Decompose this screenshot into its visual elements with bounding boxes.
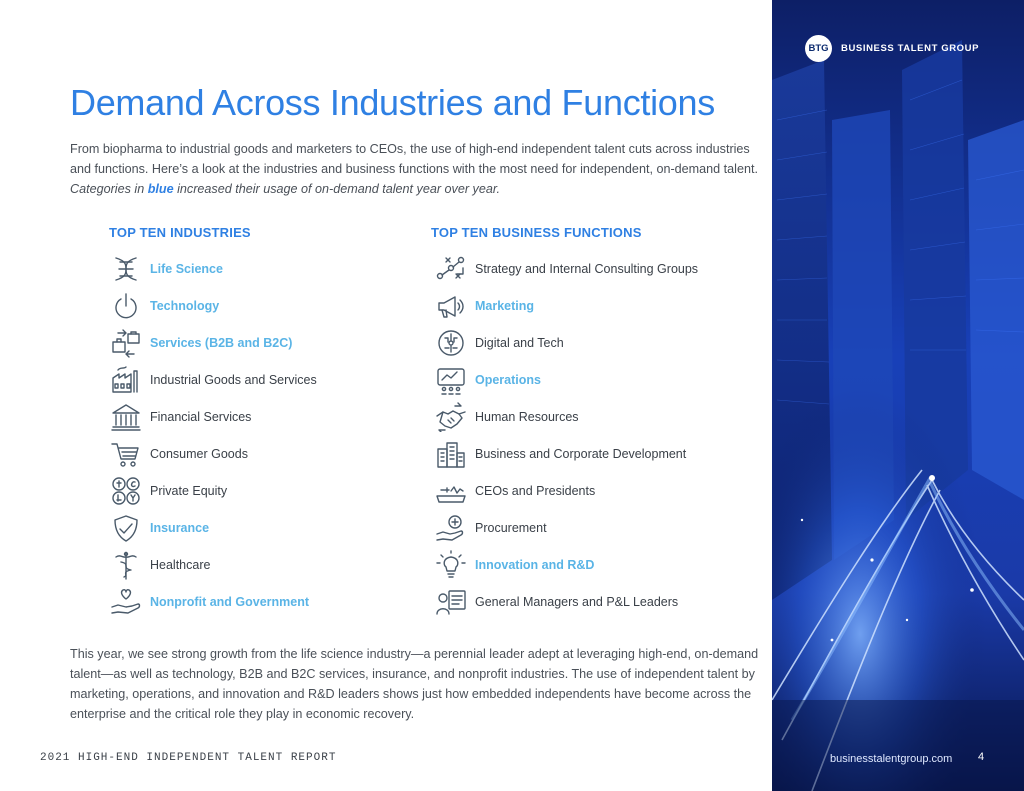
function-label: CEOs and Presidents (475, 484, 596, 498)
industry-item (110, 287, 410, 324)
function-item (435, 583, 755, 620)
caduceus-icon (110, 550, 142, 580)
industry-label: Technology (150, 299, 220, 313)
manager-icon (435, 587, 467, 617)
function-item (435, 472, 755, 509)
logo-badge: BTG (805, 35, 832, 62)
industry-label: Industrial Goods and Services (150, 373, 317, 387)
industry-label: Healthcare (150, 558, 211, 572)
function-label: Marketing (475, 299, 535, 313)
function-label: Human Resources (475, 410, 579, 424)
function-label: General Managers and P&L Leaders (475, 595, 679, 609)
industry-item (110, 583, 410, 620)
factory-icon (110, 365, 142, 395)
handshake-icon (435, 402, 467, 432)
strategy-icon (435, 254, 467, 284)
cart-icon (110, 439, 142, 469)
industry-item (110, 398, 410, 435)
function-label: Digital and Tech (475, 336, 564, 350)
megaphone-icon (435, 291, 467, 321)
circuit-icon (435, 328, 467, 358)
function-item (435, 398, 755, 435)
website-link[interactable]: businesstalentgroup.com (830, 753, 953, 765)
power-icon (110, 291, 142, 321)
btg-logo (805, 35, 979, 62)
industry-label: Insurance (150, 521, 210, 535)
functions-heading: TOP TEN BUSINESS FUNCTIONS (431, 225, 642, 240)
industry-label: Life Science (150, 262, 223, 276)
currency-icon (110, 476, 142, 506)
nameplate-icon (435, 476, 467, 506)
intro-note-after: increased their usage of on-demand talent year over year. (173, 182, 501, 196)
hand-plus-icon (435, 513, 467, 543)
function-label: Operations (475, 373, 541, 387)
dna-icon (110, 254, 142, 284)
industry-label: Consumer Goods (150, 447, 248, 461)
industry-label: Services (B2B and B2C) (150, 336, 293, 350)
intro-paragraph (70, 139, 760, 199)
function-item (435, 287, 755, 324)
city-night-photo (772, 0, 1024, 791)
industry-item (110, 546, 410, 583)
shield-icon (110, 513, 142, 543)
services-icon (110, 328, 142, 358)
outro-paragraph: This year, we see strong growth from the life science industry—a perennial leader adept at leveraging high-end, on-demand talent—as well as technology, B2B and B2C services, insurance, and nonprofit industries. The use of independent talent by marketing, operations, and innovation and R&D leaders shows just how embedded independents have become across the enterprise and the critical role they play in economic recovery. (70, 647, 759, 721)
industry-item (110, 435, 410, 472)
function-label: Procurement (475, 521, 547, 535)
industry-label: Private Equity (150, 484, 228, 498)
function-label: Business and Corporate Development (475, 447, 687, 461)
report-name: 2021 HIGH-END INDEPENDENT TALENT REPORT (40, 752, 337, 764)
operations-icon (435, 365, 467, 395)
function-label: Strategy and Internal Consulting Groups (475, 262, 699, 276)
intro-note (70, 182, 500, 196)
function-label: Innovation and R&D (475, 558, 595, 572)
industry-item (110, 361, 410, 398)
logo-text: BUSINESS TALENT GROUP (841, 43, 980, 54)
industry-item (110, 509, 410, 546)
function-item (435, 509, 755, 546)
bank-icon (110, 402, 142, 432)
industry-label: Financial Services (150, 410, 252, 424)
function-item (435, 546, 755, 583)
industry-item (110, 324, 410, 361)
industry-item (110, 472, 410, 509)
intro-note-before: Categories in (70, 182, 148, 196)
page-title: Demand Across Industries and Functions (70, 82, 715, 123)
industry-label: Nonprofit and Government (150, 595, 310, 609)
functions-list (435, 250, 755, 620)
city-night-photo-art (772, 0, 1024, 791)
intro-text: From biopharma to industrial goods and marketers to CEOs, the use of high-end independent talent cuts across industries and functions. Here’s a look at the industries and business functions with the most need for independent, on-demand talent. (70, 142, 758, 176)
function-item (435, 324, 755, 361)
lightbulb-icon (435, 550, 467, 580)
buildings-icon (435, 439, 467, 469)
function-item (435, 435, 755, 472)
industries-heading: TOP TEN INDUSTRIES (109, 225, 251, 240)
function-item (435, 250, 755, 287)
intro-note-blue: blue (147, 182, 174, 196)
heart-hand-icon (110, 587, 142, 617)
page-number: 4 (978, 751, 985, 763)
function-item (435, 361, 755, 398)
industry-item (110, 250, 410, 287)
industries-list (110, 250, 410, 620)
